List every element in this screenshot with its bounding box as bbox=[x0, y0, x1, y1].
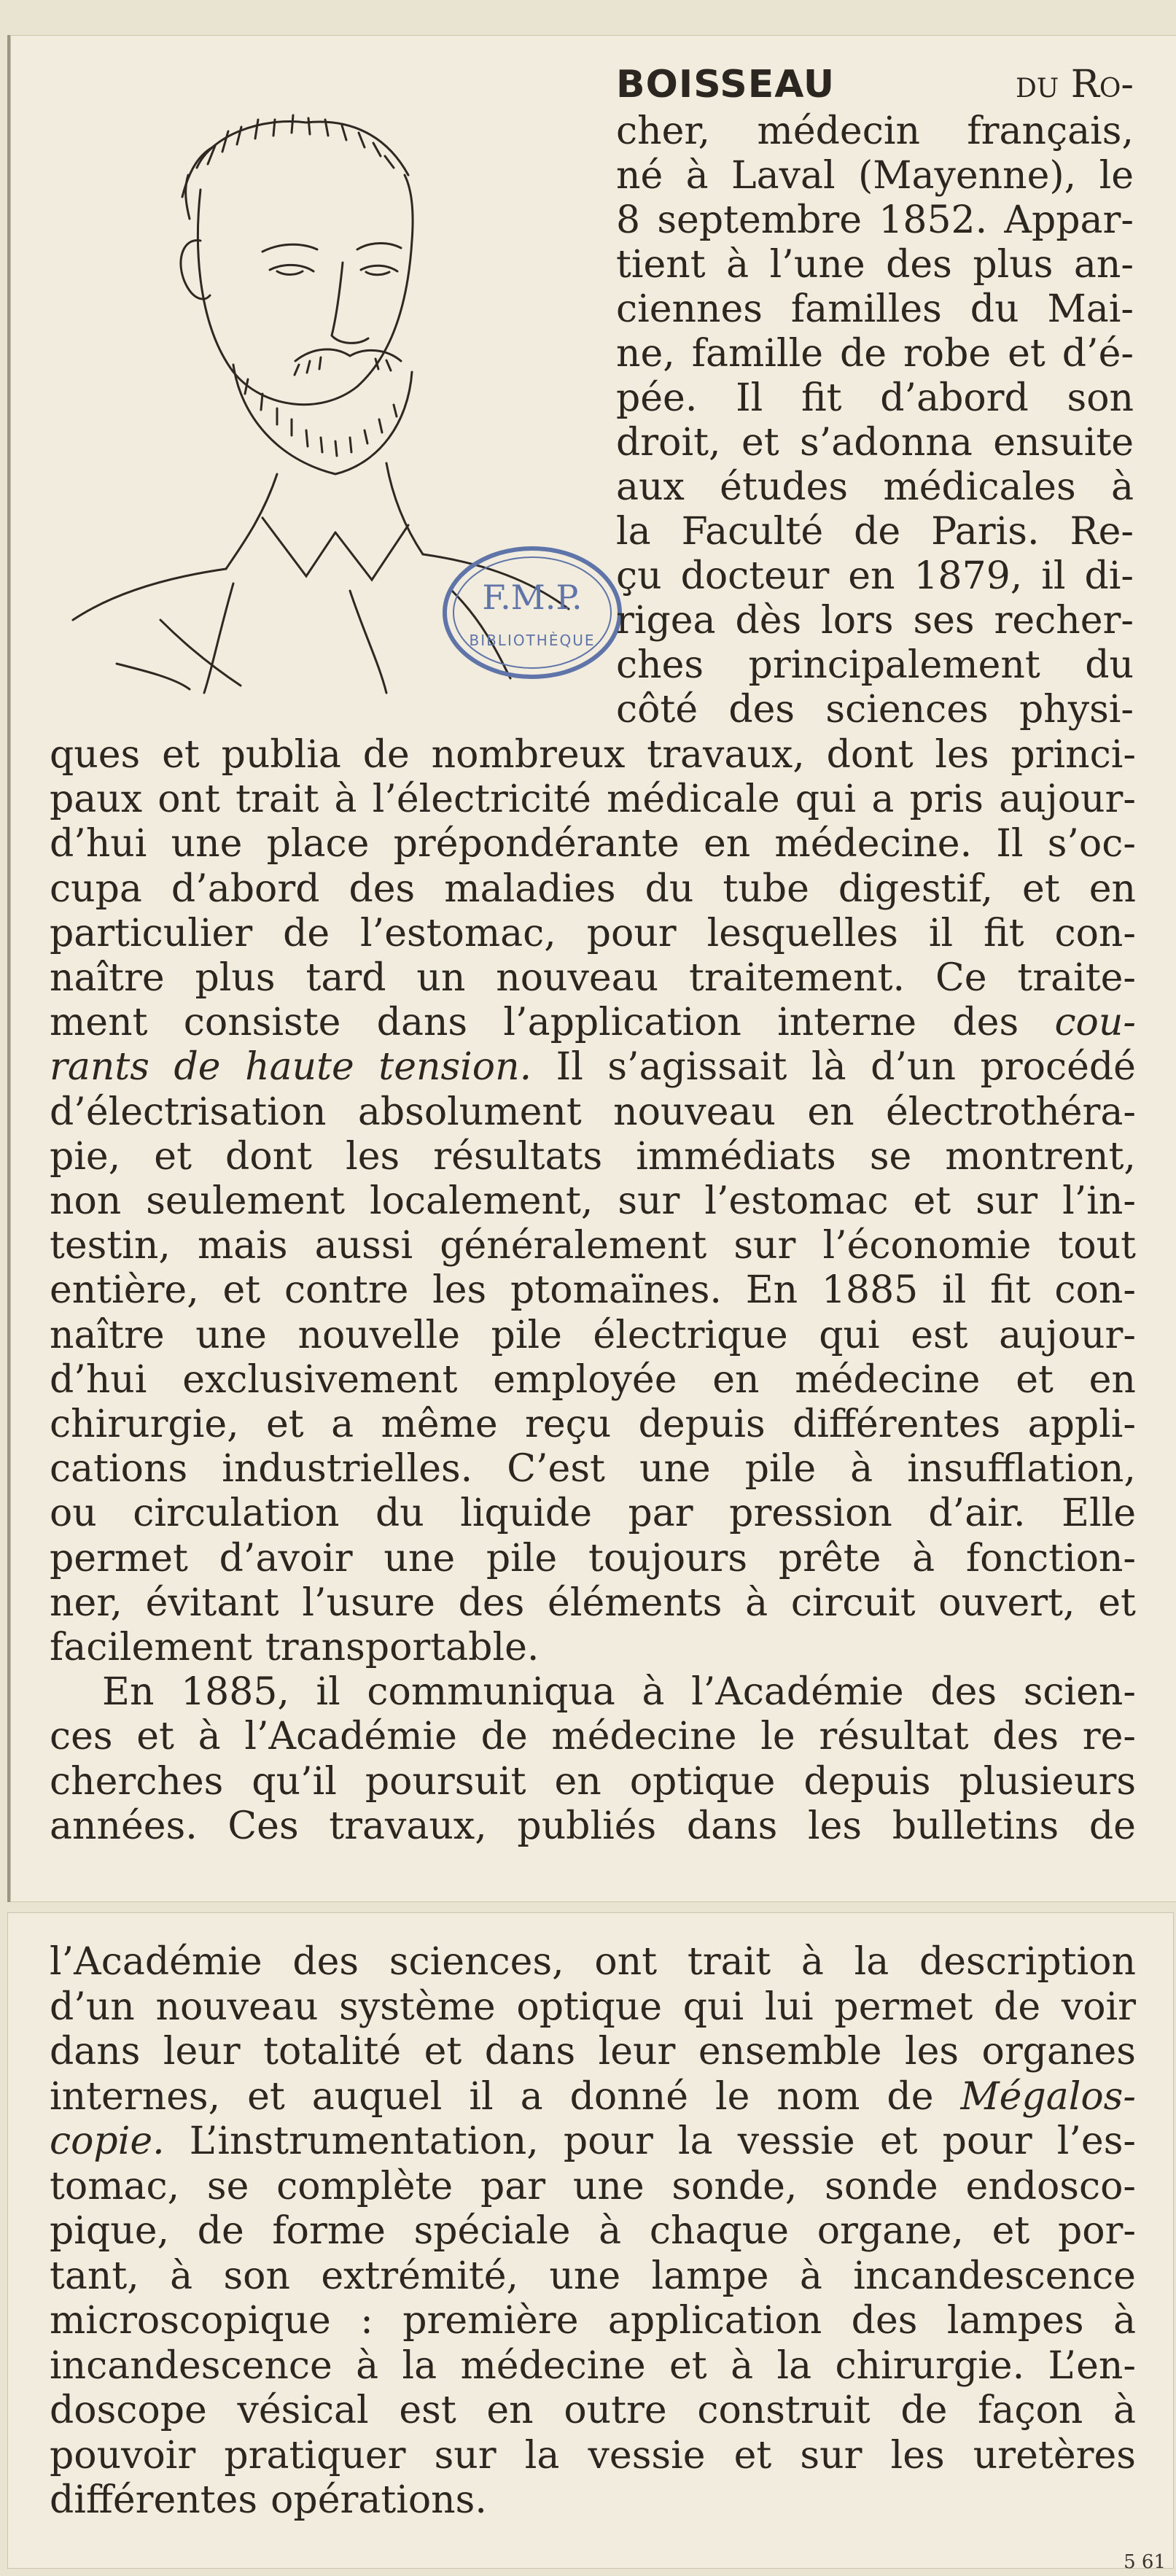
text-line: tient à l’une des plus an- bbox=[616, 243, 1134, 287]
text-line: çu docteur en 1879, il di- bbox=[616, 554, 1134, 598]
text-line: tant, à son extrémité, une lampe à incandescence bbox=[50, 2254, 1136, 2298]
text-line: doscope vésical est en outre construit de façon à bbox=[50, 2389, 1136, 2432]
text-line: microscopique : première application des lampes à bbox=[50, 2299, 1136, 2343]
text-line: d’hui une place prépondérante en médecine. Il s’oc- bbox=[50, 822, 1136, 866]
text-line: internes, et auquel il a donné le nom de Mégalos- bbox=[50, 2074, 1136, 2119]
text-line: ciennes familles du Mai- bbox=[616, 287, 1134, 331]
text-line: aux études médicales à bbox=[616, 465, 1134, 509]
text-line: naître plus tard un nouveau traitement. Ce traite- bbox=[50, 956, 1136, 1000]
text-line: tomac, se complète par une sonde, sonde endosco- bbox=[50, 2164, 1136, 2208]
text-line: côté des sciences physi- bbox=[616, 688, 1134, 732]
headword-particle: du Ro- bbox=[1016, 63, 1134, 106]
text-line: facilement transportable. bbox=[50, 1626, 540, 1669]
text-line: né à Laval (Mayenne), le bbox=[616, 154, 1134, 198]
text-line: ne, famille de robe et d’é- bbox=[616, 332, 1134, 376]
text-line: pée. Il fit d’abord son bbox=[616, 376, 1134, 420]
stamp-initials: F.M.P. bbox=[482, 578, 583, 617]
text-line: ques et publia de nombreux travaux, dont les princi- bbox=[50, 733, 1136, 777]
stamp-arc-text: BIBLIOTHÈQUE bbox=[469, 632, 596, 649]
text-line: particulier de l’estomac, pour lesquelles il fit con- bbox=[50, 911, 1136, 955]
text-line: copie. L’instrumentation, pour la vessie et pour l’es- bbox=[50, 2119, 1136, 2163]
library-stamp bbox=[437, 536, 627, 689]
text-line: d’électrisation absolument nouveau en électrothéra- bbox=[50, 1090, 1136, 1134]
headword-line bbox=[616, 63, 1134, 106]
text-line: entière, et contre les ptomaïnes. En 1885 il fit con- bbox=[50, 1268, 1136, 1313]
text-line: pique, de forme spéciale à chaque organe, et por- bbox=[50, 2209, 1136, 2253]
text-line: naître une nouvelle pile électrique qui est aujour- bbox=[50, 1313, 1136, 1357]
text-line: testin, mais aussi généralement sur l’économie tout bbox=[50, 1224, 1136, 1268]
text-line: cations industrielles. C’est une pile à insufflation, bbox=[50, 1447, 1136, 1491]
text-line: différentes opérations. bbox=[50, 2478, 487, 2522]
text-line: En 1885, il communiqua à l’Académie des scien- bbox=[102, 1670, 1136, 1715]
text-line: 8 septembre 1852. Appar- bbox=[616, 198, 1134, 242]
text-line: d’hui exclusivement employée en médecine et en bbox=[50, 1357, 1136, 1402]
headword: BOISSEAU bbox=[616, 63, 836, 106]
text-line: ner, évitant l’usure des éléments à circuit ouvert, et bbox=[50, 1580, 1136, 1625]
text-line: d’un nouveau système optique qui lui permet de voir bbox=[50, 1985, 1136, 2029]
text-line: années. Ces travaux, publiés dans les bulletins de bbox=[50, 1804, 1136, 1848]
text-line: rants de haute tension. Il s’agissait là d’un procédé bbox=[50, 1045, 1136, 1090]
text-line: rigea dès lors ses recher- bbox=[616, 599, 1134, 643]
text-line: pouvoir pratiquer sur la vessie et sur les uretères bbox=[50, 2433, 1136, 2478]
text-line: cher, médecin français, bbox=[616, 109, 1134, 153]
text-line: incandescence à la médecine et à la chirurgie. L’en- bbox=[50, 2343, 1136, 2388]
text-line: permet d’avoir une pile toujours prête à fonction- bbox=[50, 1536, 1136, 1580]
text-line: ces et à l’Académie de médecine le résultat des re- bbox=[50, 1715, 1136, 1759]
text-line: ment consiste dans l’application interne des cou- bbox=[50, 1001, 1136, 1045]
corner-mark: 5 61 bbox=[1124, 2551, 1166, 2573]
text-line: ou circulation du liquide par pression d’air. Elle bbox=[50, 1491, 1136, 1536]
text-line: non seulement localement, sur l’estomac et sur l’in- bbox=[50, 1179, 1136, 1223]
text-line: l’Académie des sciences, ont trait à la description bbox=[50, 1940, 1136, 1984]
text-line: dans leur totalité et dans leur ensemble les organes bbox=[50, 2030, 1136, 2073]
text-line: paux ont trait à l’électricité médicale qui a pris aujour- bbox=[50, 777, 1136, 822]
text-line: cherches qu’il poursuit en optique depuis plusieurs bbox=[50, 1759, 1136, 1804]
text-line: chirurgie, et a même reçu depuis différentes appli- bbox=[50, 1403, 1136, 1446]
text-line: ches principalement du bbox=[616, 643, 1134, 687]
text-line: pie, et dont les résultats immédiats se montrent, bbox=[50, 1134, 1136, 1179]
text-line: la Faculté de Paris. Re- bbox=[616, 510, 1134, 554]
text-line: cupa d’abord des maladies du tube digestif, et en bbox=[50, 866, 1136, 911]
text-line: droit, et s’adonna ensuite bbox=[616, 421, 1134, 465]
